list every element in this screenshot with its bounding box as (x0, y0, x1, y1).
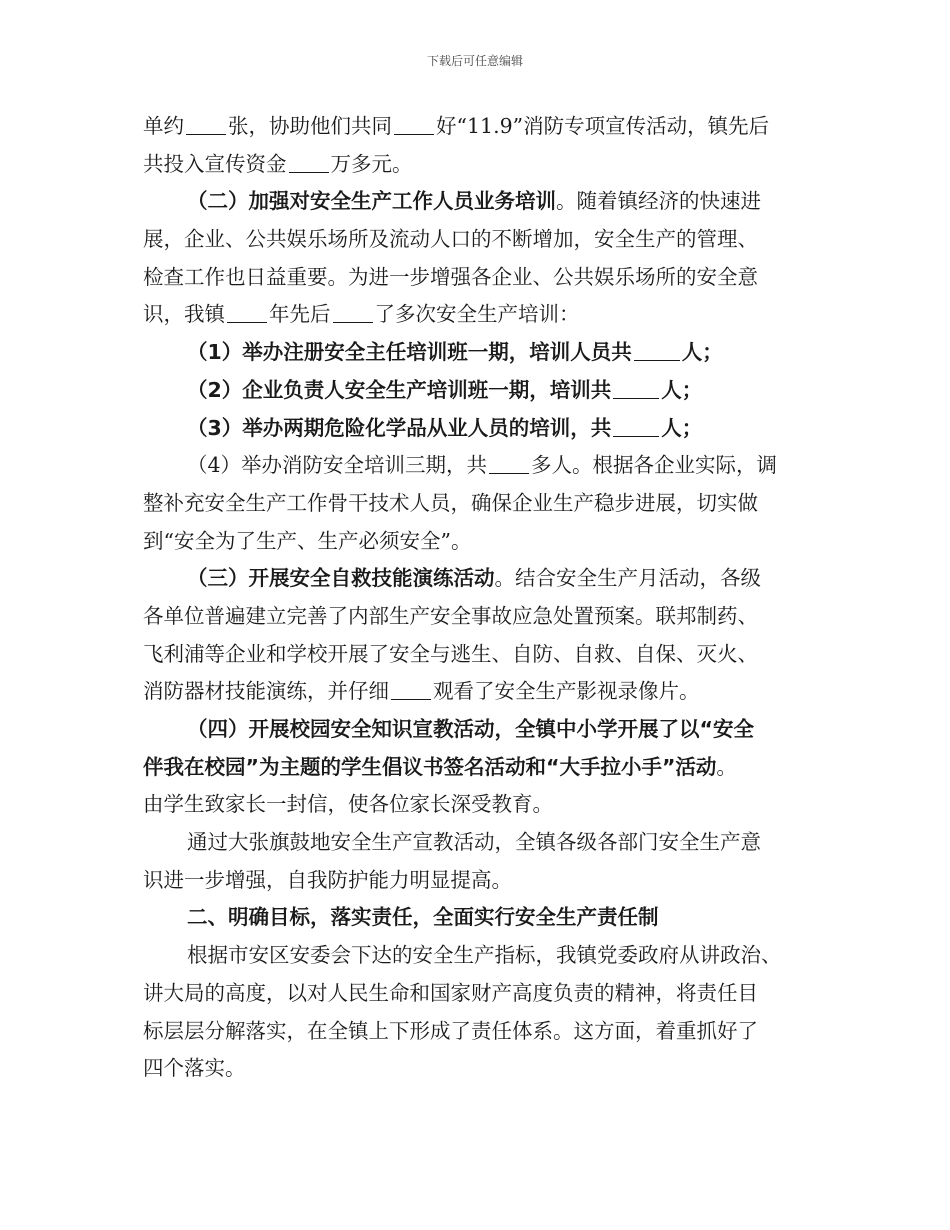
text-run: 展，企业、公共娱乐场所及流动人口的不断增加，安全生产的管理、 (143, 227, 758, 252)
text-run: 整补充安全生产工作骨干技术人员，确保企业生产稳步进展，切实做 (143, 490, 758, 515)
text-line (143, 485, 815, 523)
bold-text: 二、明确目标，落实责任，全面实行安全生产责任制 (187, 905, 659, 930)
bold-text: （1）举办注册安全主任培训班一期，培训人员共 (187, 340, 632, 365)
bold-text: 人； (681, 340, 723, 365)
text-line (143, 1013, 815, 1051)
text-run: 。 (716, 754, 737, 779)
bold-text: （2）企业负责人安全生产培训班一期，培训共 (187, 377, 612, 402)
text-run: 通过大张旗鼓地安全生产宣教活动，全镇各级各部门安全生产意 (187, 830, 761, 855)
text-line (143, 899, 815, 937)
fill-in-blank (394, 114, 434, 135)
text-line (143, 183, 815, 221)
bold-text: 伴我在校园”为主题的学生倡议书签名活动和“大手拉小手”活动 (143, 754, 717, 779)
bold-text: （三）开展安全自救技能演练活动 (187, 566, 495, 591)
text-line (143, 221, 815, 259)
fill-in-blank (613, 416, 659, 437)
text-line (143, 1050, 815, 1088)
text-run: 多人。根据各企业实际，调 (531, 453, 778, 478)
text-line (143, 673, 815, 711)
text-run: 。结合安全生产月活动，各级 (494, 566, 761, 591)
text-line (143, 749, 815, 787)
text-run: 消防器材技能演练，并仔细 (143, 679, 389, 704)
fill-in-blank (333, 302, 373, 323)
text-run: 观看了安全生产影视录像片。 (433, 679, 700, 704)
text-line (143, 786, 815, 824)
text-line (143, 636, 815, 674)
text-line (143, 523, 815, 561)
text-line (143, 108, 815, 146)
text-run: 年先后 (269, 302, 331, 327)
fill-in-blank (489, 453, 529, 474)
text-run: 由学生致家长一封信，使各位家长深受教育。 (143, 792, 553, 817)
text-line (143, 598, 815, 636)
fill-in-blank (186, 114, 226, 135)
fill-in-blank (634, 340, 680, 361)
text-run: 讲大局的高度，以对人民生命和国家财产高度负责的精神，将责任目 (143, 980, 758, 1005)
text-line (143, 259, 815, 297)
text-run: 单约 (143, 114, 184, 138)
text-run: 张，协助他们共同 (228, 114, 392, 138)
text-line (143, 410, 815, 448)
text-run: 飞利浦等企业和学校开展了安全与逃生、自防、自救、自保、灭火、 (143, 641, 758, 666)
bold-text: 人； (661, 377, 703, 402)
text-line (143, 447, 815, 485)
text-run: 好“11.9”消防专项宣传活动，镇先后 (436, 114, 770, 138)
text-run: （4）举办消防安全培训三期，共 (187, 453, 488, 478)
fill-in-blank (391, 679, 431, 700)
document-body (143, 108, 815, 1088)
bold-text: （3）举办两期危险化学品从业人员的培训，共 (187, 415, 612, 440)
text-run: 根据市安区安委会下达的安全生产指标，我镇党委政府从讲政治、 (187, 943, 782, 968)
text-line (143, 937, 815, 975)
bold-text: （四）开展校园安全知识宣教活动，全镇中小学开展了以“安全 (187, 717, 754, 741)
text-line (143, 296, 815, 334)
text-run: 到“安全为了生产、生产必须安全”。 (143, 528, 472, 553)
page-header: 下载后可任意编辑 (426, 54, 523, 68)
text-line (143, 711, 815, 749)
text-line (143, 824, 815, 862)
fill-in-blank (289, 152, 329, 173)
text-line (143, 560, 815, 598)
text-line (143, 146, 815, 184)
text-run: 检查工作也日益重要。为进一步增强各企业、公共娱乐场所的安全意 (143, 264, 758, 289)
text-run: 识进一步增强，自我防护能力明显提高。 (143, 867, 512, 892)
text-run: 标层层分解落实，在全镇上下形成了责任体系。这方面，着重抓好了 (143, 1018, 758, 1043)
text-line (143, 334, 815, 372)
text-line (143, 862, 815, 900)
bold-text: 人； (661, 415, 703, 440)
fill-in-blank (613, 378, 659, 399)
text-run: 四个落实。 (143, 1056, 246, 1081)
text-run: 识，我镇 (143, 302, 225, 327)
bold-text: （二）加强对安全生产工作人员业务培训 (187, 189, 556, 214)
text-line (143, 372, 815, 410)
text-run: 万多元。 (330, 151, 413, 176)
text-line (143, 975, 815, 1013)
text-run: 共投入宣传资金 (143, 151, 287, 176)
text-run: 了多次安全生产培训： (374, 302, 580, 327)
fill-in-blank (227, 302, 267, 323)
text-run: 。随着镇经济的快速进 (556, 189, 761, 214)
text-run: 各单位普遍建立完善了内部生产安全事故应急处置预案。联邦制药、 (143, 603, 758, 628)
